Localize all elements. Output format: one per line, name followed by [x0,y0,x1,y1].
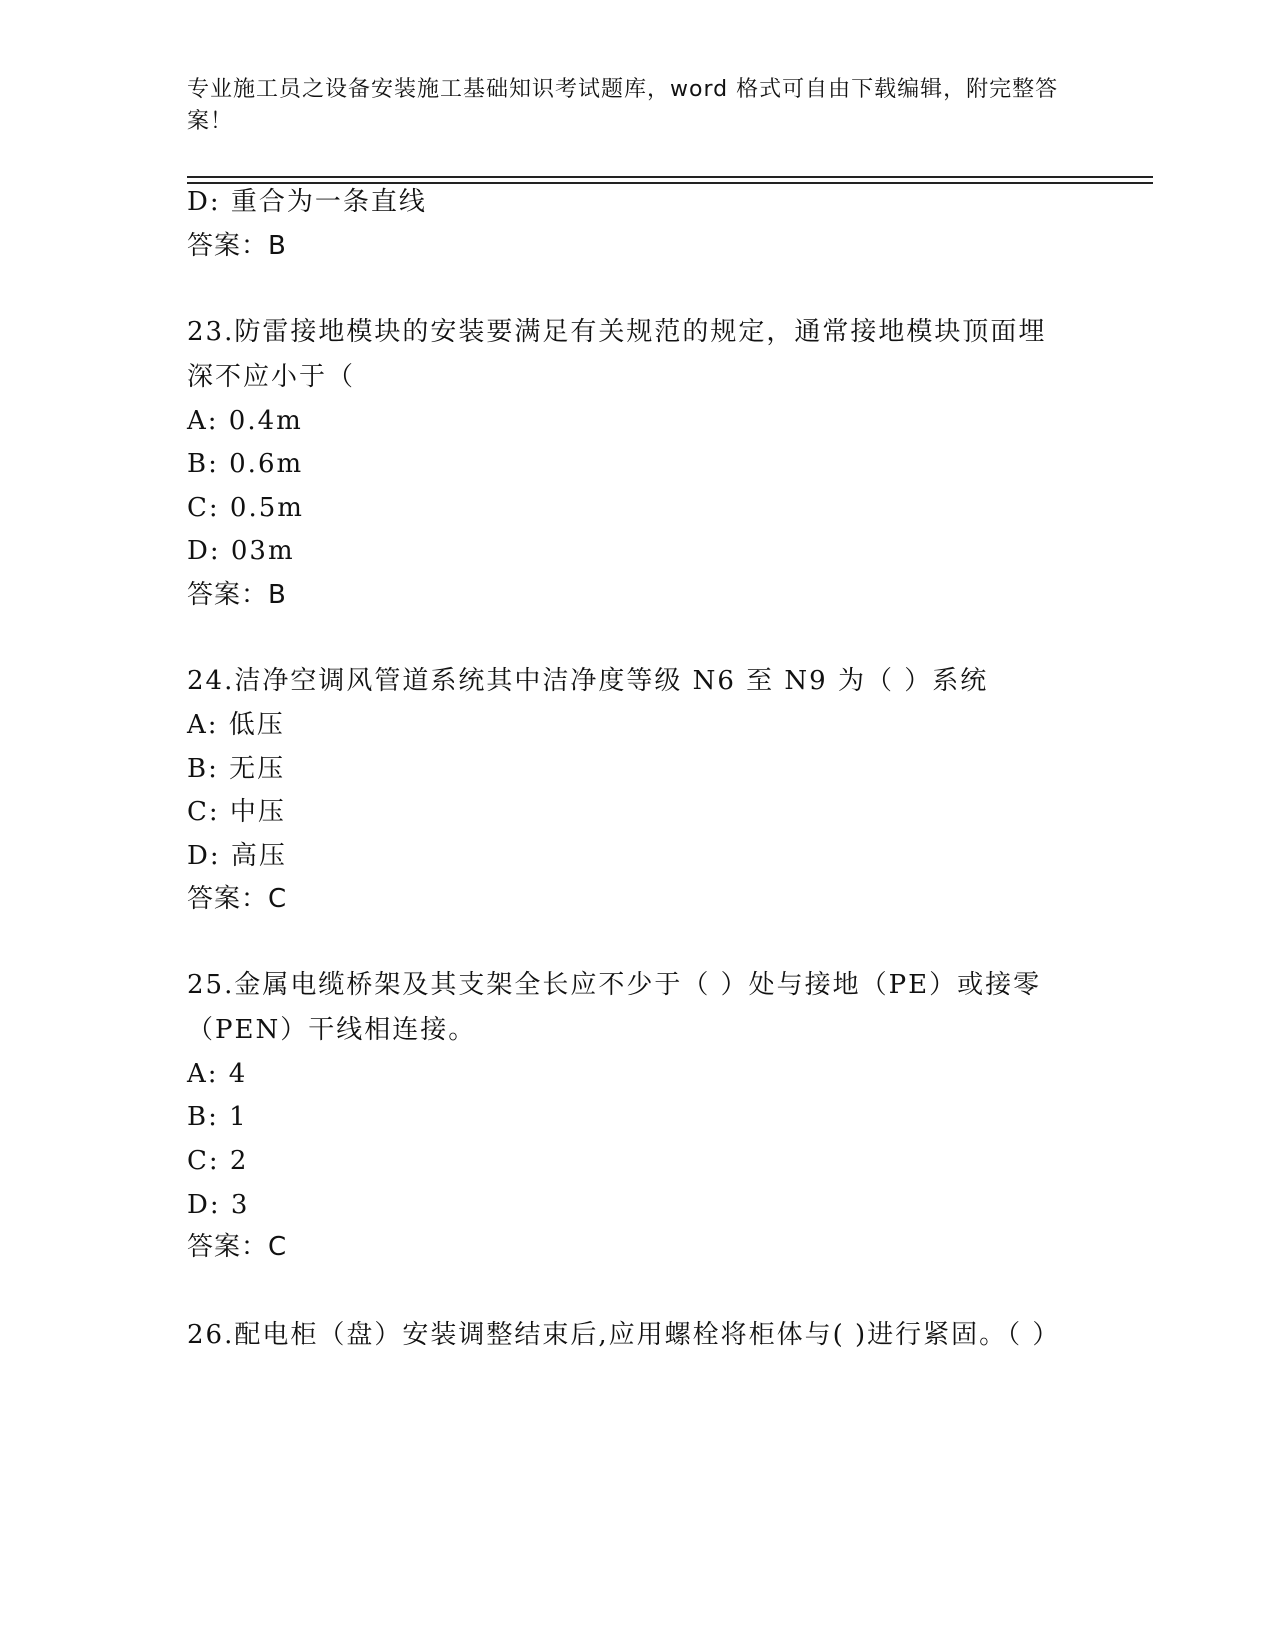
question-23-text: 23.防雷接地模块的安装要满足有关规范的规定，通常接地模块顶面埋深不应小于（ [187,317,1047,392]
question-24-answer: 答案：C [187,884,288,914]
question-23-option-d: D: 03m [187,536,295,566]
question-23-option-a: A: 0.4m [187,406,303,436]
question-25-option-a: A: 4 [187,1059,248,1089]
question-23-answer: 答案：B [187,580,287,610]
question-25-option-b: B: 1 [187,1102,248,1132]
question-24-option-c: C: 中压 [187,797,286,827]
header-divider-top [187,176,1153,178]
question-25-option-d: D: 3 [187,1190,250,1220]
answer-prev: 答案：B [187,231,287,261]
option-d-prev: D: 重合为一条直线 [187,187,427,217]
header-divider-bottom [187,182,1153,184]
question-25-option-c: C: 2 [187,1146,249,1176]
question-24-option-b: B: 无压 [187,754,286,784]
question-24-text: 24.洁净空调风管道系统其中洁净度等级 N6 至 N9 为（ ）系统 [187,666,989,696]
question-24-option-d: D: 高压 [187,841,287,871]
question-25-answer: 答案：C [187,1232,288,1262]
question-26-text: 26.配电柜（盘）安装调整结束后,应用螺栓将柜体与( )进行紧固。（ ） [187,1320,1061,1350]
question-24-option-a: A: 低压 [187,710,285,740]
question-23-option-c: C: 0.5m [187,493,304,523]
question-23-option-b: B: 0.6m [187,449,304,479]
question-25-text: 25.金属电缆桥架及其支架全长应不少于（ ）处与接地（PE）或接零（PEN）干线相连接。 [187,970,1042,1045]
document-header: 专业施工员之设备安装施工基础知识考试题库，word 格式可自由下载编辑，附完整答案！ [187,77,1059,134]
